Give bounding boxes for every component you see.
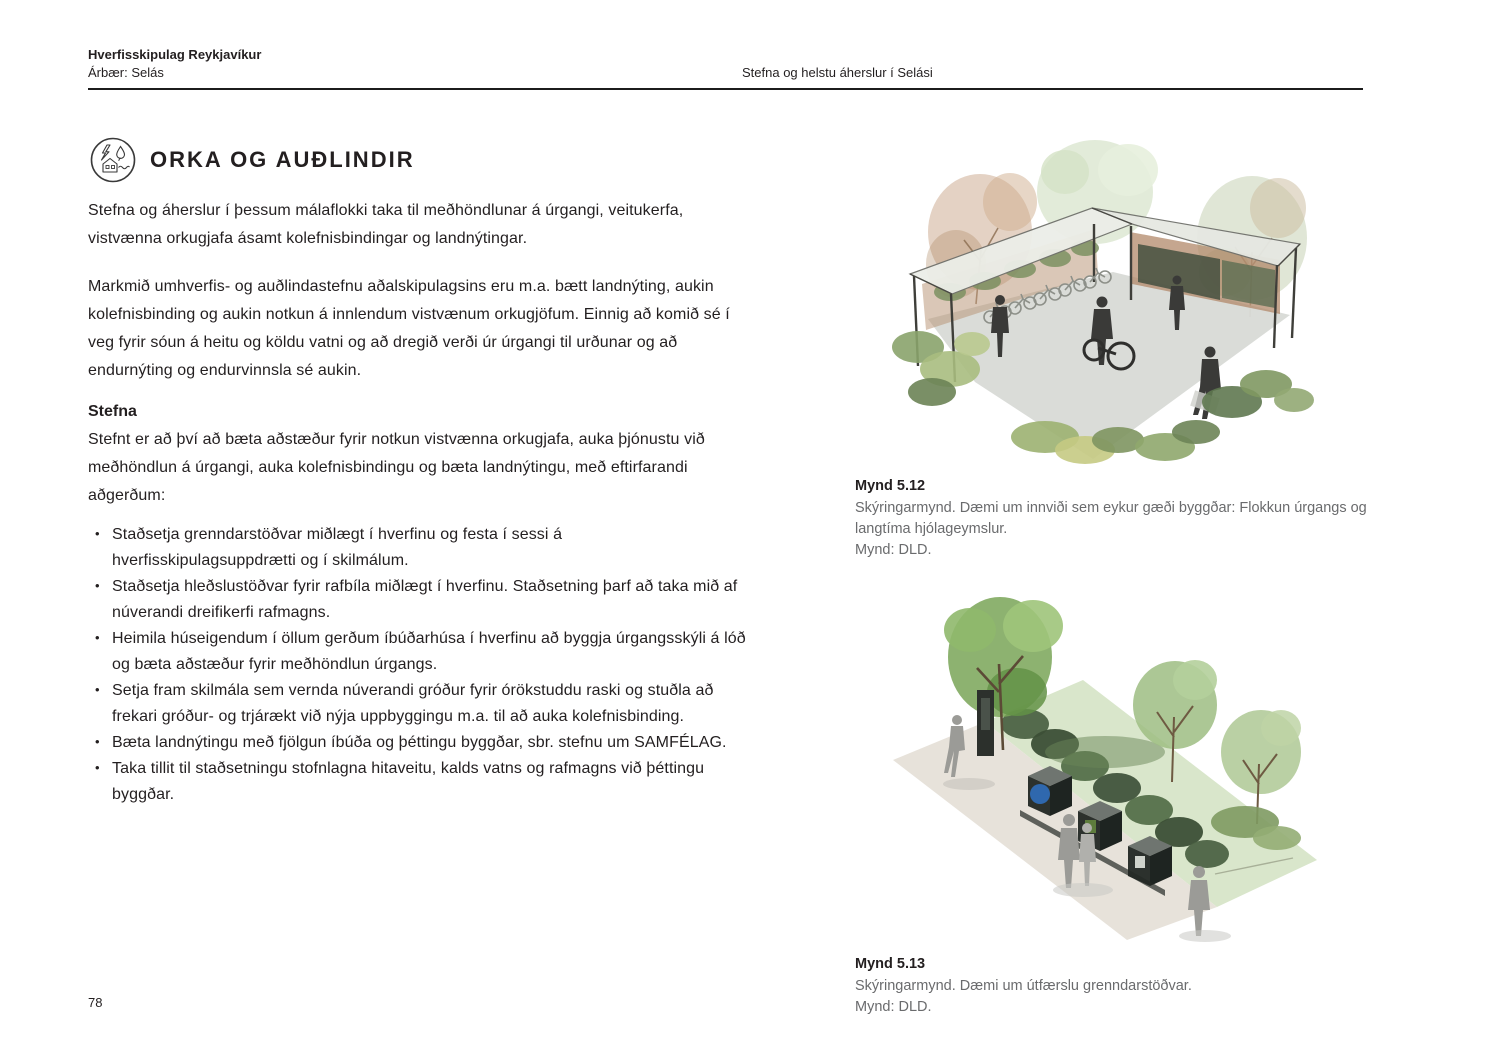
bullet-text: Staðsetja grenndarstöðvar miðlægt í hverfinu og festa í sessi á hverfisskipulagsuppdrætti og í skilmálum. <box>112 526 563 569</box>
intro-paragraph: Stefna og áherslur í þessum málaflokki taka til meðhöndlunar á úrgangi, veitukerfa, vistvænna orkugjafa ásamt kolefnisbindingar og landnýtingar. <box>88 202 684 247</box>
header-section-label: Stefna og helstu áherslur í Selási <box>742 65 933 80</box>
list-item <box>88 756 748 808</box>
bullet-text: Staðsetja hleðslustöðvar fyrir rafbíla miðlægt í hverfinu. Staðsetning þarf að taka mið af núverandi dreifikerfi rafmagns. <box>112 578 738 621</box>
bullet-text: Heimila húseigendum í öllum gerðum íbúðarhúsa í hverfinu að byggja úrgangsskýli á lóð og bæta aðstæður fyrir meðhöndlun úrgangs. <box>112 630 746 673</box>
list-item <box>88 626 748 678</box>
bullet-text: Taka tillit til staðsetningu stofnlagna hitaveitu, kalds vatns og rafmagns við þéttingu byggðar. <box>112 760 705 803</box>
figure-caption-text: Skýringarmynd. Dæmi um útfærslu grenndarstöðvar. <box>855 978 1192 994</box>
header-left <box>88 46 261 82</box>
right-tree <box>1211 710 1301 850</box>
page-number: 78 <box>88 995 103 1010</box>
energy-and-resources-icon <box>90 137 136 183</box>
bike-shelter-isometric-illustration <box>880 132 1330 470</box>
info-sign <box>977 690 994 756</box>
figure-caption <box>855 954 1370 1018</box>
figure-label: Mynd 5.13 <box>855 956 926 972</box>
recycling-station-isometric-illustration <box>865 572 1325 942</box>
list-item <box>88 678 748 730</box>
document-subtitle: Árbær: Selás <box>88 65 164 80</box>
goals-paragraph: Markmið umhverfis- og auðlindastefnu aðalskipulagsins eru m.a. bætt landnýting, aukin kolefnisbinding og aukin notkun á innlendum vistvænum orkugjöfum. Einnig að komið sé í veg fyrir sóun á heitu og köldu vatni og að dregið verði úr úrgangi til urðunar og að endurnýting og endurvinnsla sé aukin. <box>88 278 730 379</box>
figure-credit: Mynd: DLD. <box>855 999 932 1015</box>
list-item <box>88 522 748 574</box>
list-item <box>88 574 748 626</box>
stefna-intro-paragraph: Stefnt er að því að bæta aðstæður fyrir notkun vistvænna orkugjafa, auka þjónustu við meðhöndlun á úrgangi, auka kolefnisbindingu og bæta landnýtingu, með eftirfarandi aðgerðum: <box>88 431 705 504</box>
bullet-text: Bæta landnýtingu með fjölgun íbúða og þéttingu byggðar, sbr. stefnu um SAMFÉLAG. <box>112 734 727 751</box>
document-title: Hverfisskipulag Reykjavíkur <box>88 47 262 62</box>
header-divider <box>88 88 1363 90</box>
stefna-block <box>88 398 743 510</box>
bullet-text: Setja fram skilmála sem vernda núverandi gróður fyrir órökstuddu raski og stuðla að frekari gróður- og trjárækt við nýja uppbyggingu m.a. til að auka kolefnisbinding. <box>112 682 714 725</box>
action-bullet-list <box>88 522 748 808</box>
section-title: ORKA OG AUÐLINDIR <box>150 147 415 172</box>
section-heading-row <box>90 137 415 183</box>
figure-label: Mynd 5.12 <box>855 478 926 494</box>
figure-caption <box>855 476 1370 561</box>
stefna-heading: Stefna <box>88 403 137 420</box>
figure-credit: Mynd: DLD. <box>855 542 932 558</box>
figure-caption-text: Skýringarmynd. Dæmi um innviði sem eykur gæði byggðar: Flokkun úrgangs og langtíma hjólageymslur. <box>855 500 1367 537</box>
list-item <box>88 730 748 756</box>
